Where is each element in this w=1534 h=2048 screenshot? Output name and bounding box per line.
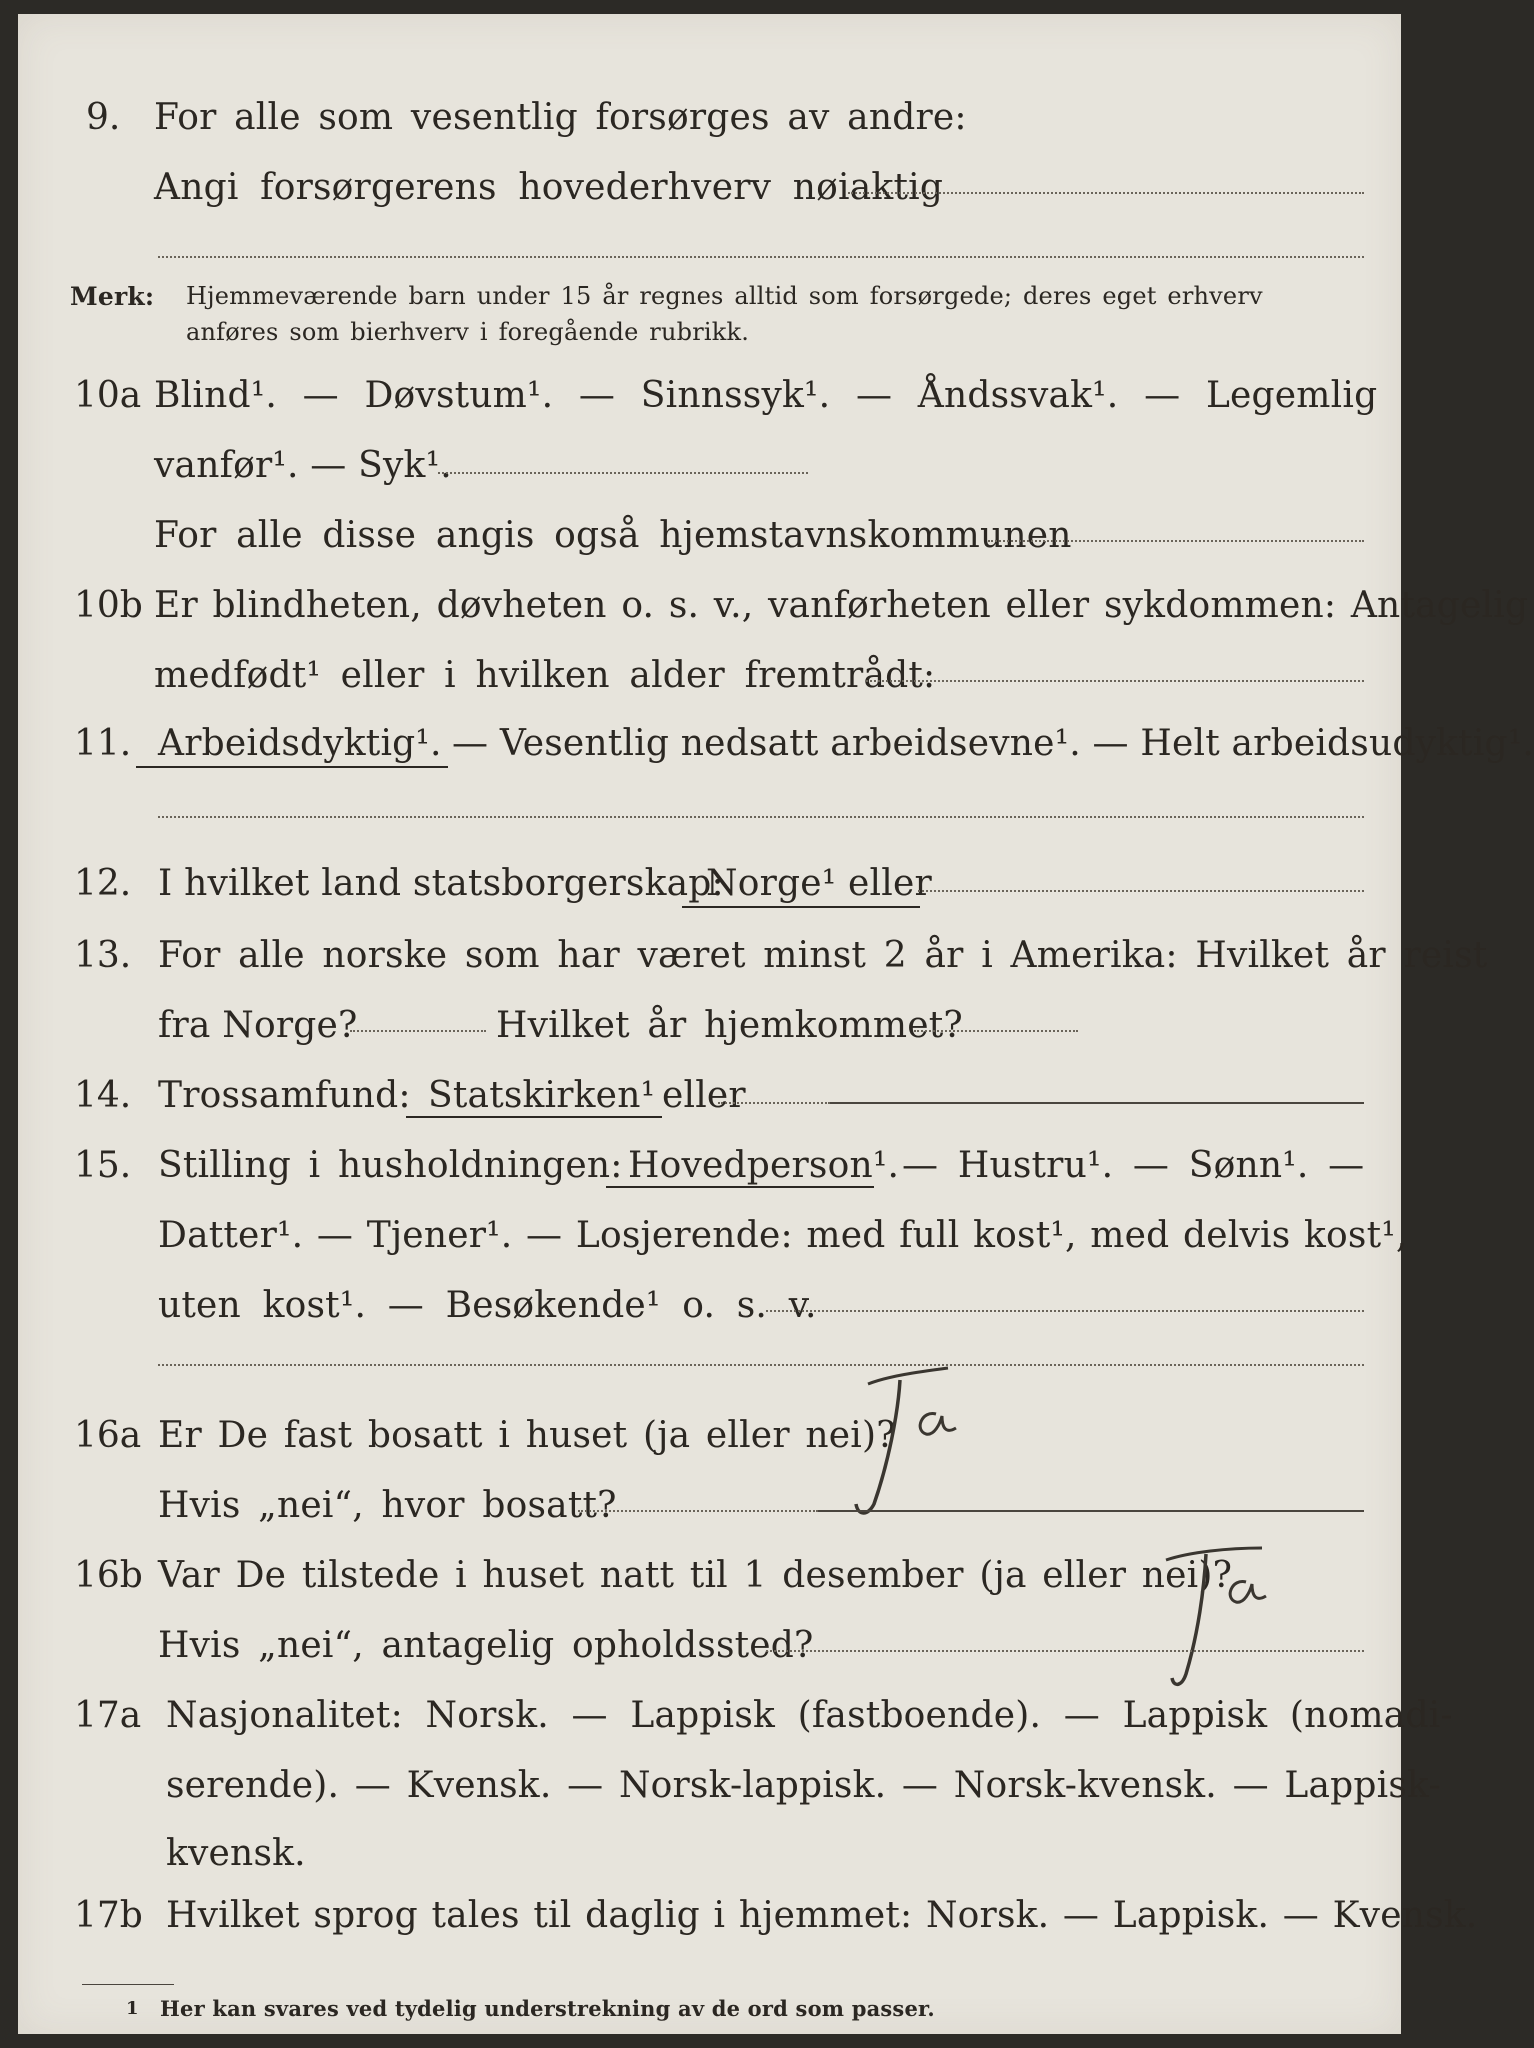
q16b-number: 16b <box>74 1555 143 1596</box>
footnote-mark: 1 <box>126 1998 139 2019</box>
q10a-line1: Blind¹. — Døvstum¹. — Sinnssyk¹. — Åndssvak¹. — Legemlig <box>154 375 1378 416</box>
q15-answer-line-2[interactable] <box>158 1364 1364 1366</box>
q16a-dotted <box>578 1510 818 1512</box>
q15-answer[interactable]: Hovedperson¹. <box>628 1145 900 1186</box>
q10a-hjemstavn-line[interactable] <box>988 540 1364 542</box>
q11-underline-mark <box>136 766 448 768</box>
q16a-line2: Hvis „nei“, hvor bosatt? <box>158 1485 617 1526</box>
q10a-answer-line[interactable] <box>438 472 808 474</box>
q13-hjemkommet-line[interactable] <box>914 1030 1078 1032</box>
q9-answer-line-2[interactable] <box>158 256 1364 258</box>
q16b-handwritten-ja <box>1128 1534 1288 1704</box>
q10b-line1: Er blindheten, døvheten o. s. v., vanførheten eller sykdommen: Antagelig <box>154 585 1529 626</box>
q13-line2a: fra Norge? <box>158 1005 358 1046</box>
q9-line2: Angi forsørgerens hovederhverv nøiaktig <box>154 167 944 208</box>
q16a-line1: Er De fast bosatt i huset (ja eller nei)? <box>158 1415 896 1456</box>
q12-number: 12. <box>74 863 132 904</box>
q15-line3: uten kost¹. — Besøkende¹ o. s. v. <box>158 1285 817 1326</box>
q17a-line3: kvensk. <box>166 1833 306 1874</box>
q14-underline-mark <box>406 1116 662 1118</box>
q13-reist-line[interactable] <box>350 1030 486 1032</box>
q14-dotted <box>718 1102 830 1104</box>
q15-line1rest: — Hustru¹. — Sønn¹. — <box>902 1145 1365 1186</box>
footnote-text: Her kan svares ved tydelig understrekning av de ord som passer. <box>160 1996 935 2021</box>
q14-answer-line[interactable] <box>830 1102 1364 1104</box>
merk-label: Merk: <box>70 282 155 311</box>
q12-underline-mark <box>682 906 920 908</box>
q16b-answer-line[interactable] <box>766 1650 1364 1652</box>
q15-answer-line[interactable] <box>766 1310 1364 1312</box>
q14-number: 14. <box>74 1075 132 1116</box>
q17a-number: 17a <box>74 1695 142 1736</box>
q16b-line1: Var De tilstede i huset natt til 1 desember (ja eller nei)? <box>158 1555 1233 1596</box>
footnote-rule <box>82 1984 174 1985</box>
q10a-line3: For alle disse angis også hjemstavnskommunen <box>154 515 1072 556</box>
q16a-answer-line[interactable] <box>818 1510 1364 1512</box>
q9-line1: For alle som vesentlig forsørges av andre: <box>154 97 967 138</box>
q13-line2b: Hvilket år hjemkommet? <box>496 1005 963 1046</box>
q17b-line1: Hvilket sprog tales til daglig i hjemmet: Norsk. — Lappisk. — Kvensk. <box>166 1895 1478 1936</box>
q17b-number: 17b <box>74 1895 143 1936</box>
q14-label: Trossamfund: <box>158 1075 411 1116</box>
merk-line2: anføres som bierhverv i foregående rubrikk. <box>186 318 750 346</box>
q12-answer-line[interactable] <box>918 890 1364 892</box>
q16b-line2: Hvis „nei“, antagelig opholdssted? <box>158 1625 814 1666</box>
q12-answer[interactable]: Norge¹ eller <box>706 863 932 904</box>
q16a-handwritten-ja <box>838 1354 978 1534</box>
q14-after: eller <box>662 1075 746 1116</box>
q10a-line2: vanfør¹. — Syk¹. <box>154 445 452 486</box>
q10a-number: 10a <box>74 375 142 416</box>
merk-line1: Hjemmeværende barn under 15 år regnes alltid som forsørgede; deres eget erhverv <box>186 282 1263 310</box>
q16a-number: 16a <box>74 1415 142 1456</box>
q9-answer-line[interactable] <box>848 192 1364 194</box>
q10b-number: 10b <box>74 585 143 626</box>
q15-number: 15. <box>74 1145 132 1186</box>
q15-underline-mark <box>606 1186 874 1188</box>
q15-label: Stilling i husholdningen: <box>158 1145 623 1186</box>
q10b-line2: medfødt¹ eller i hvilken alder fremtrådt: <box>154 655 936 696</box>
q17a-line1: Nasjonalitet: Norsk. — Lappisk (fastboende). — Lappisk (nomadi- <box>166 1695 1453 1736</box>
q13-number: 13. <box>74 935 132 976</box>
q14-answer[interactable]: Statskirken¹ <box>428 1075 656 1116</box>
q10b-answer-line[interactable] <box>866 680 1364 682</box>
q11-answer-line[interactable] <box>158 816 1364 818</box>
q11-number: 11. <box>74 723 132 764</box>
q9-number: 9. <box>86 97 121 138</box>
q15-line2: Datter¹. — Tjener¹. — Losjerende: med full kost¹, med delvis kost¹, <box>158 1215 1408 1256</box>
q12-label: I hvilket land statsborgerskap: <box>158 863 724 904</box>
q17a-line2: serende). — Kvensk. — Norsk-lappisk. — Norsk-kvensk. — Lappisk- <box>166 1765 1441 1806</box>
q11-rest: — Vesentlig nedsatt arbeidsevne¹. — Helt arbeidsudyktig¹. <box>452 723 1534 764</box>
census-form-page <box>18 14 1534 2034</box>
q11-option-arbeidsdyktig[interactable]: Arbeidsdyktig¹. <box>158 723 442 764</box>
q13-line1: For alle norske som har været minst 2 år i Amerika: Hvilket år reist <box>158 935 1488 976</box>
